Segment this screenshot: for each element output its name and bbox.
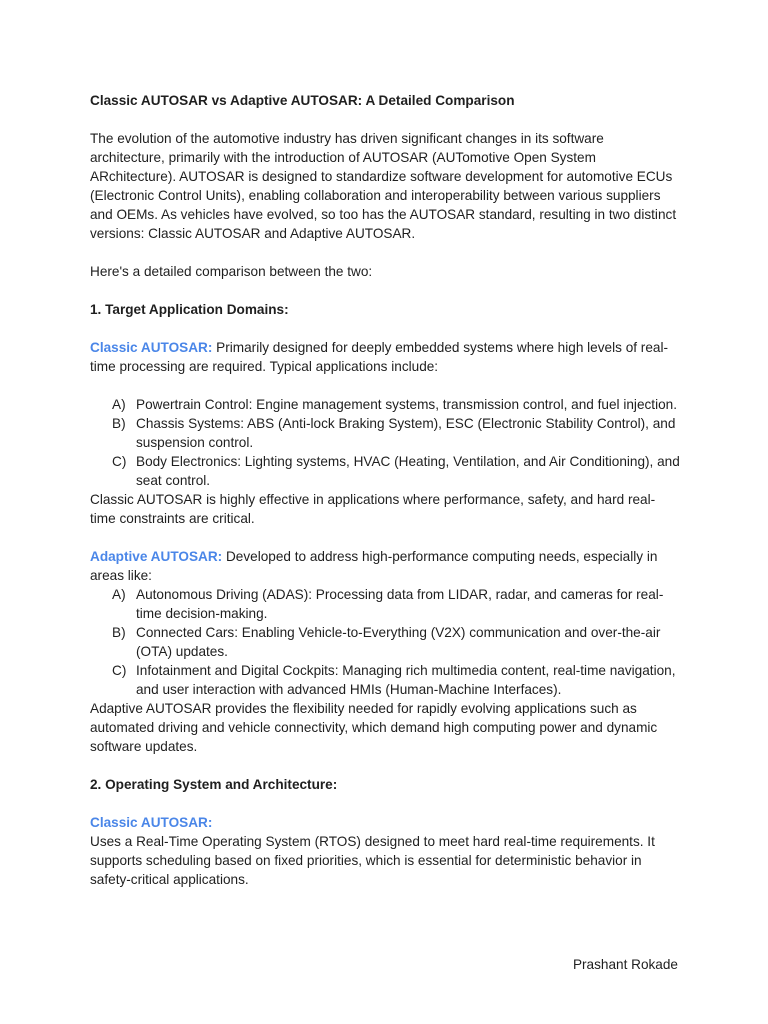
list-item [90,414,680,452]
adaptive-summary-paragraph: Adaptive AUTOSAR provides the flexibility needed for rapidly evolving applications such as automated driving and vehicle connectivity, which demand high computing power and dynamic software updates. [90,701,658,754]
list-marker: C) [112,663,127,678]
adaptive-application-list [90,585,680,699]
classic-application-list [90,395,680,490]
list-item-text: Connected Cars: Enabling Vehicle-to-Everything (V2X) communication and over-the-air (OTA) updates. [136,625,661,659]
document-body [90,91,680,889]
adaptive-intro-paragraph [90,547,680,585]
section-2-classic-text: Uses a Real-Time Operating System (RTOS) designed to meet hard real-time requirements. It supports scheduling based on fixed priorities, which is essential for deterministic behavior in safety-critical applications. [90,834,655,887]
footer-author: Prashant Rokade [572,957,678,972]
lead-paragraph: Here's a detailed comparison between the two: [90,264,373,279]
list-marker: A) [112,397,126,412]
classic-summary-paragraph: Classic AUTOSAR is highly effective in applications where performance, safety, and hard real-time constraints are critical. [90,492,656,526]
section-2-classic-label: Classic AUTOSAR: [90,815,213,830]
section-1-heading: 1. Target Application Domains: [90,302,289,317]
list-marker: B) [112,625,126,640]
classic-label: Classic AUTOSAR: [90,340,213,355]
list-item [90,661,680,699]
section-2-heading: 2. Operating System and Architecture: [90,777,338,792]
list-item [90,623,680,661]
list-item [90,452,680,490]
list-marker: A) [112,587,126,602]
adaptive-label: Adaptive AUTOSAR: [90,549,223,564]
list-item-text: Powertrain Control: Engine management systems, transmission control, and fuel injection. [136,397,677,412]
list-item [90,395,680,414]
classic-intro-paragraph [90,338,680,376]
list-item-text: Chassis Systems: ABS (Anti-lock Braking System), ESC (Electronic Stability Control), and suspension control. [136,416,676,450]
list-marker: B) [112,416,126,431]
document-title: Classic AUTOSAR vs Adaptive AUTOSAR: A Detailed Comparison [90,93,515,108]
list-item [90,585,680,623]
intro-paragraph: The evolution of the automotive industry has driven significant changes in its software architecture, primarily with the introduction of AUTOSAR (AUTomotive Open System ARchitecture). AUTOSAR is designed to standardize software development for automotive ECUs (Electronic Control Units), enabling collaboration and interoperability between various suppliers and OEMs. As vehicles have evolved, so too has the AUTOSAR standard, resulting in two distinct versions: Classic AUTOSAR and Adaptive AUTOSAR. [90,131,677,241]
classic-intro-text: Primarily designed for deeply embedded systems where high levels of real-time processing are required. Typical applications include: [90,340,669,374]
list-marker: C) [112,454,127,469]
list-item-text: Autonomous Driving (ADAS): Processing data from LIDAR, radar, and cameras for real-time decision-making. [136,587,664,621]
list-item-text: Infotainment and Digital Cockpits: Managing rich multimedia content, real-time navigation, and user interaction with advanced HMIs (Human-Machine Interfaces). [136,663,676,697]
list-item-text: Body Electronics: Lighting systems, HVAC (Heating, Ventilation, and Air Conditioning), and seat control. [136,454,680,488]
adaptive-intro-text: Developed to address high-performance computing needs, especially in areas like: [90,549,658,583]
